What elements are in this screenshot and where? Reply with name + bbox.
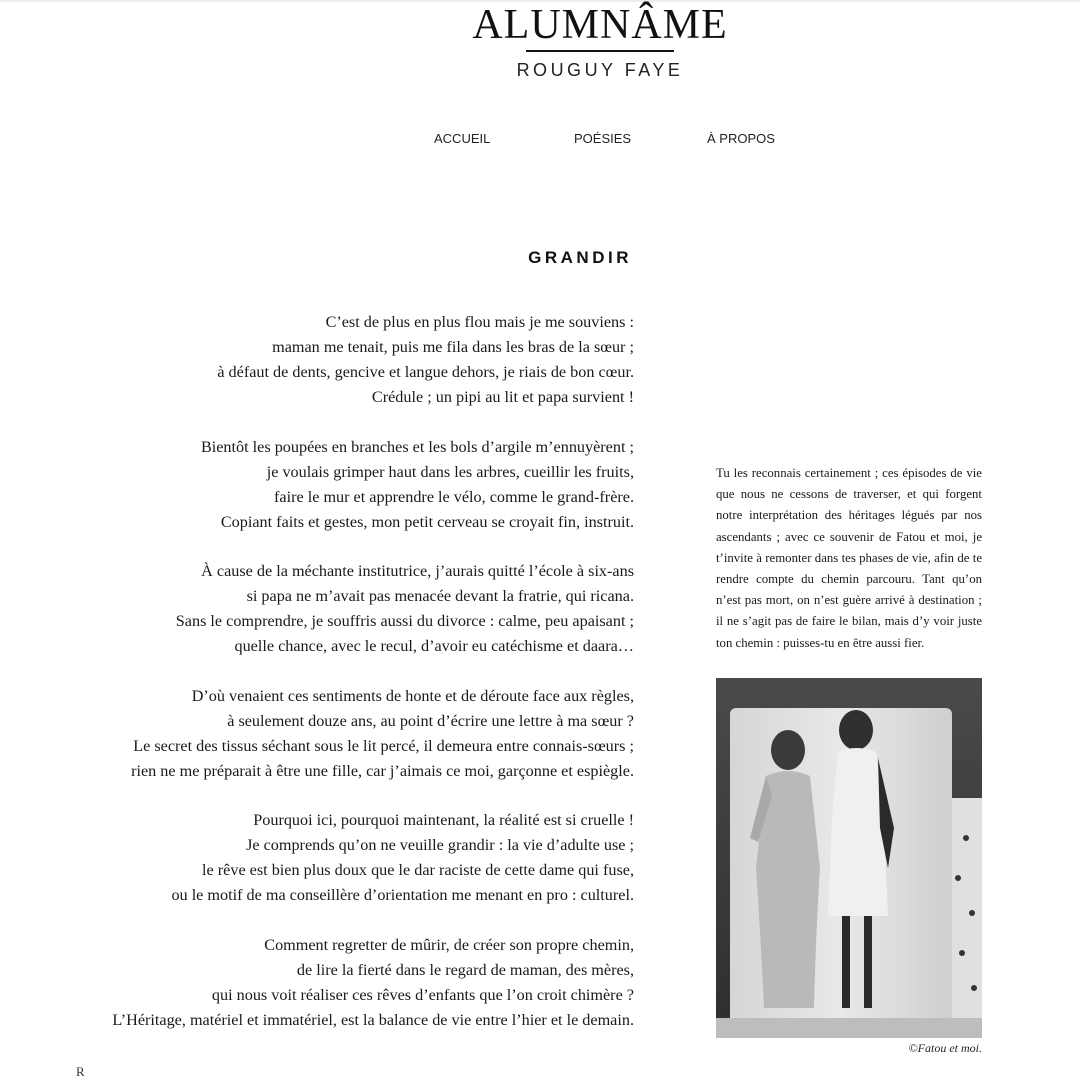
poem-stanza — [74, 933, 634, 1033]
intro-paragraph: Tu les reconnais certainement ; ces épisodes de vie que nous ne cessons de traverser, et qui forgent notre interprétation des héritages légués par nos ascendants ; avec ce souvenir de Fatou et moi, je t’invite à remonter dans tes phases de vie, afin de te rendre compte du chemin parcouru. Tant qu’on n’est pas mort, on n’est guère arrivé à destination ; il ne s’agit pas de faire le bilan, mais d’y voir juste ton chemin : puisses-tu en être aussi fier. — [716, 466, 982, 650]
author-name: ROUGUY FAYE — [516, 59, 684, 80]
poem-line: à défaut de dents, gencive et langue dehors, je riais de bon cœur. — [217, 363, 634, 381]
poem-stanza — [74, 435, 634, 535]
poem-line: C’est de plus en plus flou mais je me souviens : — [325, 313, 634, 331]
poem-stanza — [74, 808, 634, 908]
photo-fatou-et-moi — [716, 678, 982, 1038]
nav-item-a-propos[interactable]: À PROPOS — [707, 131, 775, 146]
main-nav — [0, 130, 1080, 150]
poem-title: GRANDIR — [528, 248, 632, 267]
poem-line: Pourquoi ici, pourquoi maintenant, la réalité est si cruelle ! — [253, 811, 634, 829]
site-header — [440, 0, 760, 81]
poem-line: qui nous voit réaliser ces rêves d’enfants que l’on croit chimère ? — [211, 985, 634, 1004]
photo-illustration — [716, 678, 982, 1038]
poem-line: L’Héritage, matériel et immatériel, est la balance de vie entre l’hier et le demain. — [112, 1010, 634, 1029]
poem-line: Bientôt les poupées en branches et les bols d’argile m’ennuyèrent ; — [200, 437, 634, 456]
logo-divider — [526, 50, 674, 52]
poem-line: À cause de la méchante institutrice, j’aurais quitté l’école à six-ans — [201, 562, 634, 580]
poem-line: Le secret des tissus séchant sous le lit percé, il demeura entre connais-sœurs ; — [133, 736, 634, 755]
poem-line: Comment regretter de mûrir, de créer son propre chemin, — [264, 935, 634, 954]
poem-line: D’où venaient ces sentiments de honte et de déroute face aux règles, — [191, 686, 634, 705]
poem-line: Crédule ; un pipi au lit et papa survient ! — [371, 388, 634, 406]
poem-line: à seulement douze ans, au point d’écrire une lettre à ma sœur ? — [227, 711, 634, 730]
poem-line: faire le mur et apprendre le vélo, comme le grand-frère. — [274, 487, 634, 506]
site-logo[interactable]: ALUMNÂME — [472, 2, 728, 48]
poem-line: ou le motif de ma conseillère d’orientation me menant en pro : culturel. — [171, 886, 634, 904]
footer-mark: R — [76, 1064, 85, 1079]
poem-stanza — [74, 310, 634, 410]
poem-line: le rêve est bien plus doux que le dar raciste de cette dame qui fuse, — [202, 861, 634, 879]
poem-stanza — [74, 684, 634, 784]
poem-line: je voulais grimper haut dans les arbres, cueillir les fruits, — [266, 462, 634, 481]
poem-line: de lire la fierté dans le regard de maman, des mères, — [296, 960, 634, 979]
poem-line: Je comprends qu’on ne veuille grandir : la vie d’adulte use ; — [246, 836, 634, 854]
poem-stanza — [74, 559, 634, 659]
nav-item-poesies[interactable]: POÉSIES — [574, 131, 632, 146]
poem-line: maman me tenait, puis me fila dans les bras de la sœur ; — [272, 338, 634, 356]
poem-body — [74, 310, 634, 1057]
poem-line: rien ne me préparait à être une fille, car j’aimais ce moi, garçonne et espiègle. — [131, 761, 634, 780]
poem-line: si papa ne m’avait pas menacée devant la fratrie, qui ricana. — [246, 587, 634, 605]
poem-line: Copiant faits et gestes, mon petit cerveau se croyait fin, instruit. — [220, 512, 634, 531]
photo-caption: ©Fatou et moi. — [908, 1041, 982, 1055]
poem-line: quelle chance, avec le recul, d’avoir eu catéchisme et daara… — [234, 637, 634, 655]
poem-line: Sans le comprendre, je souffris aussi du divorce : calme, peu apaisant ; — [175, 612, 634, 630]
nav-item-accueil[interactable]: ACCUEIL — [434, 131, 491, 146]
